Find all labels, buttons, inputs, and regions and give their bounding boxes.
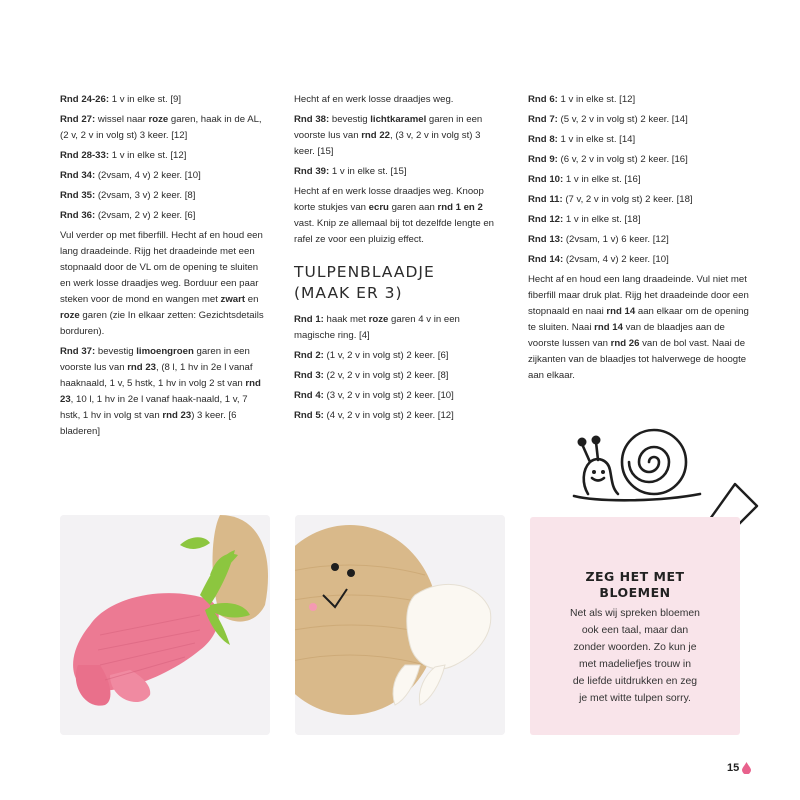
paragraph: Vul verder op met fiberfill. Hecht af en houd een lang draadeinde. Rijg het draadeinde met een stopnaald door de VL om de opening te sluiten en werk losse draadjes weg. Borduur een paar steken voor de mond en wangen met zwart en roze garen (zie In elkaar zetten: Gezichtsdetails borduren). <box>60 230 264 337</box>
paragraph: Rnd 36: (2vsam, 2 v) 2 keer. [6] <box>60 210 196 221</box>
paragraph: Rnd 2: (1 v, 2 v in volg st) 2 keer. [6] <box>294 350 449 361</box>
paragraph: Rnd 7: (5 v, 2 v in volg st) 2 keer. [14] <box>528 114 688 125</box>
paragraph: Rnd 14: (2vsam, 4 v) 2 keer. [10] <box>528 254 669 265</box>
paragraph: Rnd 35: (2vsam, 3 v) 2 keer. [8] <box>60 190 196 201</box>
paragraph: Rnd 34: (2vsam, 4 v) 2 keer. [10] <box>60 170 201 181</box>
section-heading-line-1: TULPENBLAADJE <box>294 263 435 281</box>
snail-icon <box>568 418 708 508</box>
tip-line: Net als wij spreken bloemen <box>570 608 700 619</box>
onion-photo-illustration <box>295 515 505 735</box>
photo-crochet-onion <box>295 515 505 735</box>
tip-title <box>530 569 740 601</box>
section-heading <box>294 262 494 304</box>
tip-body <box>548 605 722 707</box>
paragraph: Rnd 12: 1 v in elke st. [18] <box>528 214 641 225</box>
paragraph: Rnd 5: (4 v, 2 v in volg st) 2 keer. [12] <box>294 410 454 421</box>
tip-box <box>530 517 740 735</box>
tip-line: zonder woorden. Zo kun je <box>573 642 697 653</box>
text-column-2 <box>294 92 494 428</box>
paragraph: Rnd 1: haak met roze garen 4 v in een magische ring. [4] <box>294 314 460 341</box>
paragraph: Rnd 24-26: 1 v in elke st. [9] <box>60 94 182 105</box>
text-column-1 <box>60 92 270 444</box>
paragraph: Hecht af en werk losse draadjes weg. <box>294 94 454 105</box>
paragraph: Rnd 8: 1 v in elke st. [14] <box>528 134 636 145</box>
section-heading-line-2: (MAAK ER 3) <box>294 284 403 302</box>
paragraph: Hecht af en houd een lang draadeinde. Vul niet met fiberfill maar druk plat. Rijg het draadeinde door een stopnaald en naai rnd 14 aan elkaar om de opening te sluiten. Naai rnd 14 van de blaadjes aan de voorste lussen van rnd 26 van de bol vast. Naai de zijkanten van de blaadjes tot halverwege de hoogte aan elkaar. <box>528 274 749 381</box>
photo-crochet-tulip <box>60 515 270 735</box>
paragraph: Rnd 27: wissel naar roze garen, haak in de AL, (2 v, 2 v in volg st) 3 keer. [12] <box>60 114 262 141</box>
tip-line: je met witte tulpen sorry. <box>579 693 691 704</box>
tip-title-line-2: BLOEMEN <box>599 585 671 600</box>
paragraph: Rnd 6: 1 v in elke st. [12] <box>528 94 636 105</box>
paragraph: Rnd 4: (3 v, 2 v in volg st) 2 keer. [10] <box>294 390 454 401</box>
paragraph: Hecht af en werk losse draadjes weg. Knoop korte stukjes van ecru garen aan rnd 1 en 2 vast. Knip ze allemaal bij tot dezelfde lengte en rafel ze voor een pluizig effect. <box>294 186 494 245</box>
tip-title-line-1: ZEG HET MET <box>585 569 685 584</box>
tip-line: met madeliefjes trouw in <box>578 659 692 670</box>
paragraph: Rnd 11: (7 v, 2 v in volg st) 2 keer. [18] <box>528 194 693 205</box>
paragraph: Rnd 3: (2 v, 2 v in volg st) 2 keer. [8] <box>294 370 449 381</box>
tip-line: de liefde uitdrukken en zeg <box>572 676 698 687</box>
page-number: 15 <box>727 762 740 774</box>
paragraph: Rnd 28-33: 1 v in elke st. [12] <box>60 150 187 161</box>
paragraph: Rnd 38: bevestig lichtkaramel garen in een voorste lus van rnd 22, (3 v, 2 v in volg st) 3 keer. [15] <box>294 114 483 157</box>
tip-line: ook een taal, maar dan <box>581 625 689 636</box>
paragraph: Rnd 37: bevestig limoengroen garen in een voorste lus van rnd 23, (8 l, 1 hv in 2e l vanaf haaknaald, 1 v, 5 hstk, 1 hv in volg 2 st van rnd 23, 10 l, 1 hv in 2e l vanaf haak-naald, 1 v, 7 hstk, 1 hv in volg st van rnd 23) 3 keer. [6 bladeren] <box>60 346 261 437</box>
paragraph: Rnd 10: 1 v in elke st. [16] <box>528 174 641 185</box>
drop-icon <box>742 762 751 774</box>
text-column-3 <box>528 92 758 388</box>
paragraph: Rnd 13: (2vsam, 1 v) 6 keer. [12] <box>528 234 669 245</box>
tulip-photo-illustration <box>60 515 270 735</box>
paragraph: Rnd 9: (6 v, 2 v in volg st) 2 keer. [16] <box>528 154 688 165</box>
paragraph: Rnd 39: 1 v in elke st. [15] <box>294 166 407 177</box>
